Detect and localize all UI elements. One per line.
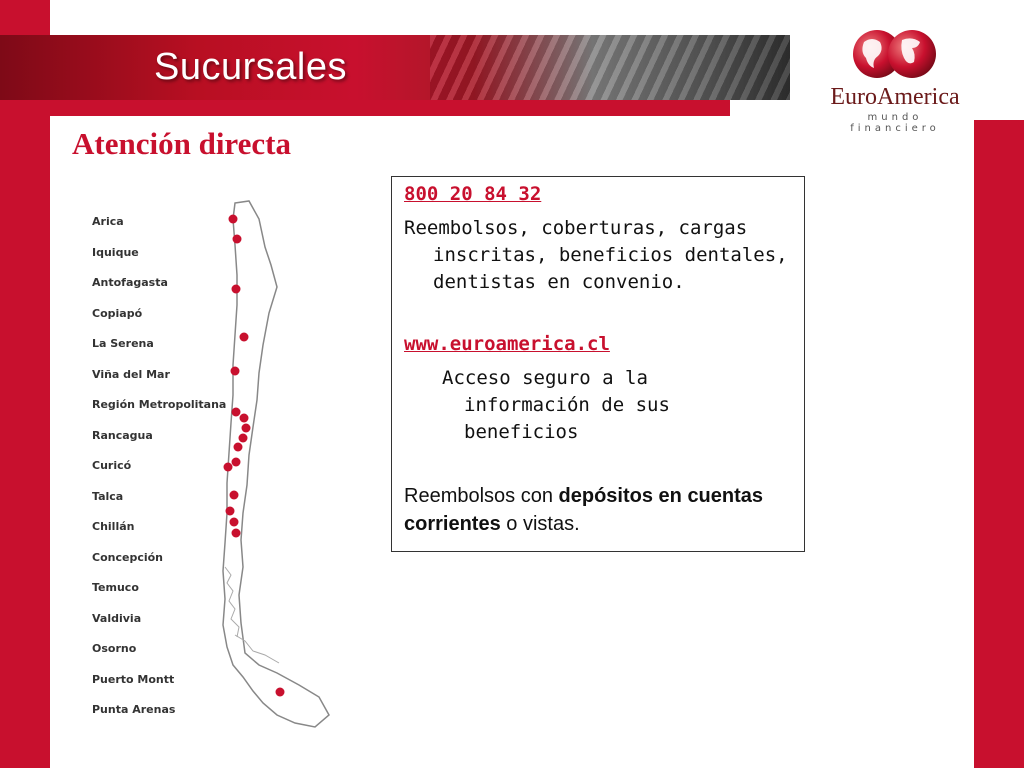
contact-info-box <box>391 176 805 552</box>
city-item: Iquique <box>92 245 139 259</box>
city-item: Puerto Montt <box>92 672 175 686</box>
website-link[interactable]: www.euroamerica.cl <box>404 333 610 355</box>
phone-description <box>404 215 799 296</box>
city-item: Curicó <box>92 459 132 472</box>
city-item: Antofagasta <box>92 276 168 289</box>
city-item: Rancagua <box>92 428 153 442</box>
website-description-line: Acceso seguro a la <box>442 367 648 389</box>
phone-number-link[interactable]: 800 20 84 32 <box>404 183 542 205</box>
deposit-prefix: Reembolsos con <box>404 485 559 507</box>
city-item: Copiapó <box>92 306 143 320</box>
logo-tagline: mundo financiero <box>850 112 940 134</box>
banner-photo <box>430 35 790 100</box>
city-item: Concepción <box>92 550 163 564</box>
phone-description-rest: inscritas, beneficios dentales, dentistas en convenio. <box>433 244 788 293</box>
banner-underline <box>0 100 730 116</box>
city-item: Talca <box>92 489 124 503</box>
website-description <box>442 365 702 446</box>
deposit-suffix: o vistas. <box>500 513 580 535</box>
city-item: Arica <box>92 215 124 228</box>
city-item: Valdivia <box>92 611 142 625</box>
city-item: Punta Arenas <box>92 703 176 716</box>
website-description-rest: información de sus beneficios <box>464 394 670 443</box>
euroamerica-logo <box>820 28 970 134</box>
globe-icon <box>850 28 940 80</box>
right-red-stripe <box>974 120 1024 768</box>
logo-name: EuroAmerica <box>830 84 960 110</box>
page-title: Sucursales <box>154 46 347 88</box>
chile-map <box>215 195 345 740</box>
phone-description-line: Reembolsos, coberturas, cargas <box>404 217 748 239</box>
deposit-highlight: depósitos en cuentas corrientes <box>404 485 764 535</box>
city-item: Chillán <box>92 520 135 533</box>
city-item: Osorno <box>92 642 137 655</box>
city-list <box>92 207 226 726</box>
deposit-note <box>404 482 794 538</box>
city-item: Temuco <box>92 581 139 594</box>
city-item: La Serena <box>92 337 154 350</box>
city-item: Viña del Mar <box>92 367 170 381</box>
section-subtitle: Atención directa <box>72 126 291 161</box>
city-item: Región Metropolitana <box>92 398 227 411</box>
